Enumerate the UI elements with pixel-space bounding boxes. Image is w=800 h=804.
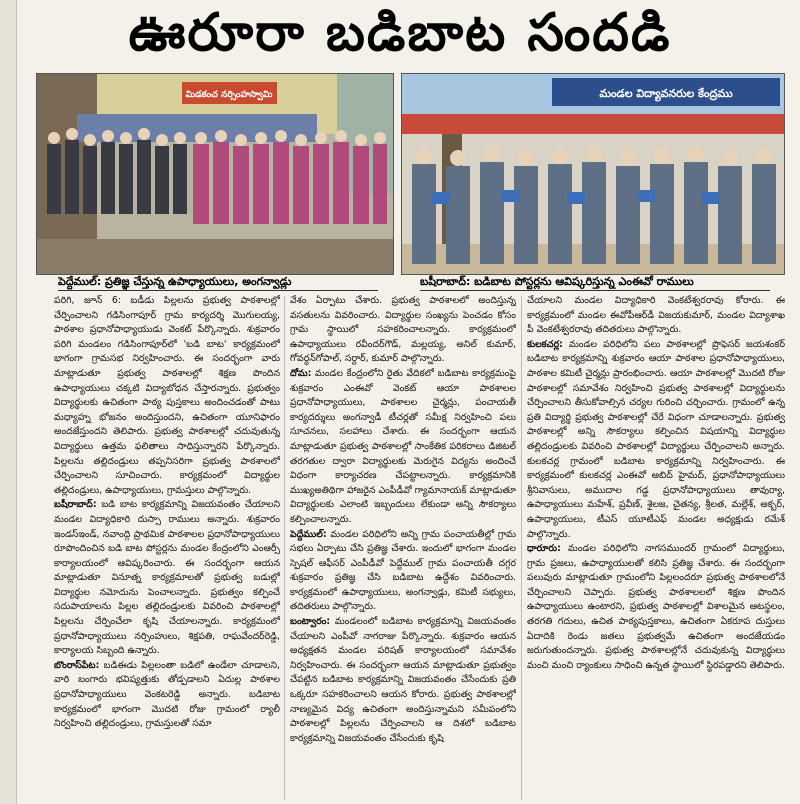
article-para: బషీరాబాద్: బడి బాట కార్యక్రమాన్ని విజయవంతం చేయాలని మండల విద్యాధికారి దుస్సా రాములు అన్నారు. శుక్రవారం ఇండస్ఇండ్, నవాంద్గి ప్రాథమిక పాఠశాలల ప్రధానోపాధ్యాయులు రూపొందించిన బడి బాట పోస్టర్లను మండల కేంద్రంలోని ఎంఆర్సీ కార్యాలయంలో ఆవిష్కరించారు. ఈ సందర్భంగా ఆయన మాట్లాడుతూ వినూత్న కార్యక్రమాలతో ప్రభుత్వ బడుల్లో విద్యార్థుల నమోదును పెంచాలన్నారు. ప్రభుత్వం కల్పించే సదుపాయాలను పిల్లల తల్లిదండ్రులకు వివరించి పాఠశాలల్లో పిల్లలను చేర్పించేలా కృషి చేయాలన్నారు. కార్యక్రమంలో ప్రధానోపాధ్యాయులు నర్సింహులు, శిక్షపతి, రాఘవేందర్‌రెడ్డి, కార్యాలయ సిబ్బంది ఉన్నారు. [54, 499, 280, 657]
article-para: ధారూరు: మండల పరిధిలోని నాగసముందర్ గ్రామంలో విద్యార్థులు, గ్రామ ప్రజలు, ఉపాధ్యాయులతో కలిసి ప్రతిజ్ఞ చేశారు. ఈ సందర్భంగా పలువురు మాట్లాడుతూ గ్రామంలోని పిల్లలందరూ ప్రభుత్వ పాఠశాలలోనే చేర్పించాలని చెప్పారు. ప్రభుత్వ పాఠశాలలలో శిక్షణ పొందిన ఉపాధ్యాయులు ఉంటారని, ప్రభుత్వ పాఠశాలల్లో విశాలమైన ఆటస్థలం, తరగతి గదులు, ఉచిత పాఠ్యపుస్తకాలు, ఉచితంగా ఏకరూప దుస్తులు ఏదాదికి రెండు జతలు ప్రభుత్వమే ఉచితంగా అందజేయడం జరుగుతుందన్నారు. ప్రభుత్వ పాఠశాలల్లోనే చదువుకున్న విద్యార్థులు మంచి మంచి ర్యాంకులు సాధించి ఉన్నత స్థాయిలో స్థిరపడ్డారని తెలిపారు. [527, 543, 785, 671]
article-para: చేయాలని మండల విద్యాధికారి వెంకటేశ్వరరావు కోరారు. ఈ కార్యక్రమంలో మండల ఈవోపీఆర్‌డీ విజయకుమార్, మండల విద్యాశాఖ పీ వెంకటేశ్వరరావు తదితరులు పాల్గొన్నారు. [527, 295, 785, 336]
caption-left: పెద్దేముల్: ప్రతిజ్ఞ చేస్తున్న ఉపాధ్యాయులు, అంగన్వాడ్లు [58, 274, 378, 291]
dateline: దోమ: [290, 367, 312, 379]
article-para: దోమ: మండల కేంద్రంలోని రైతు వేదికలో బడిబాట కార్యక్రమంపై శుక్రవారం ఎంఈవో వెంకట్ ఆయా పాఠశాలల ప్రధానోపాధ్యాయులు, పాఠశాలల చైర్మన్లు, పంచాయతీ కార్యదర్శులు అంగన్వాడీ టీచర్లతో సమీక్ష నిర్వహించి పలు సూచనలు, సలహాలు చేశారు. ఈ సందర్భంగా ఆయన మాట్లాడుతూ ప్రభుత్వ పాఠశాలల్లో సాంకేతిక పరికరాలు డిజిటల్ తరగతుల ద్వారా విద్యార్థులకు మెరుగైన విద్యను అందించే విధంగా కార్యాచరణ చేపట్టాలన్నారు. కార్యక్రమానికి ముఖ్యఅతిథిగా హాజరైన ఎంపీడీవో గ్యామానాయక్ మాట్లాడుతూ విద్యార్థులకు ఎలాంటి ఇబ్బందులు లేకుండా అన్ని సౌకర్యాలు కల్పించాలన్నారు. [290, 367, 516, 525]
article-column-1 [54, 294, 280, 802]
banner-left-text: మిడకంచ నర్సింహస్వామి [185, 90, 273, 100]
column-divider [284, 296, 285, 800]
group-photo-teachers [37, 74, 393, 274]
caption-right: బషీరాబాద్: బడిబాట పోస్టర్లను ఆవిష్కరిస్తున్న ఎంఈవో రాములు [420, 274, 770, 291]
dateline: కులకచర్ల: [527, 338, 563, 350]
headline: ఊరూరా బడిబాట సందడి [128, 3, 672, 63]
article-para: పెద్దేముల్: మండల పరిధిలోని అన్ని గ్రామ పంచాయతీల్లో గ్రామ సభలు ఏర్పాటు చేసి ప్రతిజ్ఞ చేశారు. ఇందులో భాగంగా మండల స్పెషల్ ఆఫీసర్ ఎంపీడీవో పెద్దేముల్ గ్రామ పంచాయతీ దగ్గర శుక్రవారం ప్రతిజ్ఞ చేసి బడిబాట ఉద్దేశం వివరించారు. కార్యక్రమంలో ఉపాధ్యాయులు, అంగన్వాడ్లు, కమిటీ సభ్యులు, తదితరులు పాల్గొన్నారు. [290, 528, 516, 613]
adjacent-page-edge [0, 0, 17, 804]
article-para: పరిగి, జూన్ 6: బడీడు పిల్లలను ప్రభుత్వ పాఠశాలల్లో చేర్పించాలని గడిసింగాపూర్ గ్రామ కార్యదర్శి మొగులయ్య, పాఠశాల ప్రధానోపాధ్యాయుడు వెంకట్ పేర్కొన్నారు. శుక్రవారం పరిగి మండలం గడిసింగాపూర్‌లో 'బడి బాట' కార్యక్రమంలో భాగంగా గ్రామసభ నిర్వహించారు. ఈ సందర్భంగా వారు మాట్లాడుతూ ప్రభుత్వ పాఠశాలల్లో శిక్షణ పొందిన ఉపాధ్యాయులు చక్కటి విద్యాబోధన చేస్తారన్నారు. ప్రభుత్వం విద్యార్థులకు ఉచితంగా పాఠ్య పుస్తకాలు అందించడంతో పాటు మధ్యాహ్న భోజనం అందిస్తుందని, ఉచితంగా యూనిఫారం అందజేస్తుందని తెలిపారు. ప్రభుత్వ పాఠశాలల్లో చదువుతున్న విద్యార్థులు ఉత్తమ ఫలితాలు సాధిస్తున్నారని పేర్కొన్నారు. పిల్లలను తల్లిదండ్రులు తప్పనిసరిగా ప్రభుత్వ పాఠశాలలో చేర్పించాలని సూచించారు. కార్యక్రమంలో విద్యార్థుల తల్లిదండ్రులు, ఉపాధ్యాయులు, గ్రామస్తులు పాల్గొన్నారు. [54, 295, 280, 496]
dateline: బషీరాబాద్: [54, 499, 97, 511]
column-divider [521, 296, 522, 800]
article-para: కులకచర్ల: మండల పరిధిలోని పలు పాఠశాలల్లో ప్రొఫెసర్ జయశంకర్ బడిబాట కార్యక్రమాన్ని శుక్రవారం ఆయా పాఠశాల ప్రధానోపాధ్యాయులు, పాఠశాల కమిటీ చైర్మన్లు ప్రారంభించారు. ఆయా పాఠశాలల్లో మొదటి రోజు పాఠశాలల్లో సమావేశం నిర్వహించి ప్రభుత్వ పాఠశాలల్లో విద్యార్థులను చేర్పించాలని తీసుకోవాల్సిన చర్యల గురించి చర్చించారు. గ్రామంలో ఉన్న ప్రతి విద్యార్థి ప్రభుత్వ పాఠశాలల్లో చేరే విధంగా చూడాలన్నారు. ప్రభుత్వ పాఠశాలల్లో అన్ని సౌకర్యాలు కల్పించిన విషయాన్ని విద్యార్థుల తల్లిదండ్రులకు వివరించి పాఠశాలల్లో విద్యార్థులు చేర్పించాలని అన్నారు. కులకచర్ల గ్రామంలో బడిబాట కార్యక్రమాన్ని నిర్వహించారు. ఈ కార్యక్రమంలో కులకచర్ల ఎంఈవో అబిద్ హైమద్, ప్రధానోపాధ్యాయులు శ్రీనివాసులు, అముదాల గడ్డ ప్రధానోపాధ్యాయులు తావుర్యా, ఉపాధ్యాయులు మహేశ్, ప్రవీణ్, శైలజ, చైతన్య, శ్రీలత, మల్లేశ్, అక్బర్, ఉపాధ్యాయులు, టీఎస్ యూటీఎఫ్ మండల అధ్యక్షుడు రమేశ్ పాల్గొన్నారు. [527, 338, 785, 540]
dateline: బొంరాస్‌పేట: [54, 659, 100, 671]
article-column-3 [527, 294, 785, 802]
dateline: బంట్వారం: [290, 616, 331, 628]
photo-left [36, 73, 394, 275]
article-para: బంట్వారం: మండలంలో బడిబాట కార్యక్రమాన్ని విజయవంతం చేయాలని ఎంపీవో నాగరాజు పేర్కొన్నారు. శుక్రవారం ఆయన అధ్యక్షతన మండల పరిషత్ కార్యాలయంలో సమావేశం నిర్వహించారు. ఈ సందర్భంగా ఆయన మాట్లాడుతూ ప్రభుత్వం చేపట్టిన బడిబాట కార్యక్రమాన్ని విజయవంతం చేసేందుకు ప్రతి ఒక్కరూ సహకరించాలని ఆయన కోరారు. ప్రభుత్వ పాఠశాలల్లో నాణ్యమైన విద్య ఉచితంగా అందిస్తున్నామని సమీపంలోని పాఠశాలల్లో పిల్లలను చేర్పించాలని ఆ దిశలో బడిబాట కార్యక్రమాన్ని విజయవంతం చేసేందుకు కృషి [290, 616, 516, 744]
group-photo-poster-launch [402, 74, 784, 274]
photo-right [401, 73, 785, 275]
article-para: బొంరాస్‌పేట: బడిఈడు పిల్లలంతా బడిలో ఉండేలా చూడాలని, వారి బంగారు భవిష్యత్తుకు తోడ్పడాలని ఏదుల్ల పాఠశాల ప్రధానోపాధ్యాయులు వెంకటరెడ్డి అన్నారు. బడిబాట కార్యక్రమంలో భాగంగా మొదటి రోజు గ్రామంలో ర్యాలీ నిర్వహించి తల్లిదండ్రులు, గ్రామస్తులతో సమా [54, 659, 280, 730]
dateline: పెద్దేముల్: [290, 528, 327, 540]
article-para: వేశం ఏర్పాటు చేశారు. ప్రభుత్వ పాఠశాలలో అందిస్తున్న వసతులను వివరించారు. విద్యార్థుల సంఖ్యను పెంచడం కోసం గ్రామ స్థాయిలో సహకరించాలన్నారు. కార్యక్రమంలో ఉపాధ్యాయులు రవీందర్‌గౌడ్, మల్లయ్య, అనిల్ కుమార్, గోవర్ధన్‌గోపాల్, సర్దార్, కుమార్ పాల్గొన్నారు. [290, 295, 516, 365]
dateline: ధారూరు: [527, 543, 561, 555]
banner-right-text: మండల విద్యావనరుల కేంద్రము [599, 87, 733, 100]
article-column-2 [290, 294, 516, 802]
